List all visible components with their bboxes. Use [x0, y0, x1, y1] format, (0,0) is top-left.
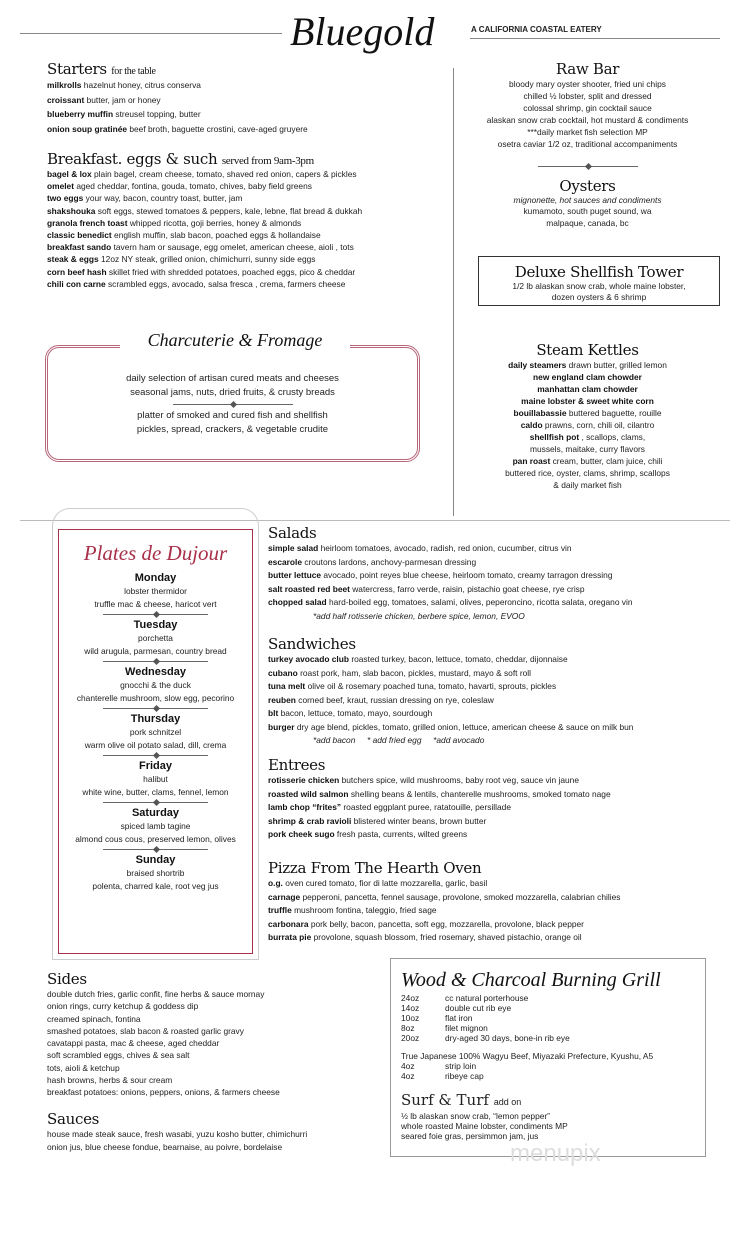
surf-item: whole roasted Maine lobster, condiments MP	[401, 1121, 568, 1131]
menu-item: colossal shrimp, gin cocktail sauce	[523, 103, 652, 113]
menu-item: bloody mary oyster shooter, fried uni chips	[509, 79, 666, 89]
item-desc: hard-boiled egg, tomatoes, salami, olives, peperoncino, ricotta salata, oregano vin	[328, 597, 633, 607]
menu-item	[268, 801, 728, 815]
tagline: A CALIFORNIA COASTAL EATERY	[471, 25, 602, 34]
grill-cut	[401, 1023, 695, 1033]
sides-section	[47, 970, 387, 1099]
menu-item	[268, 680, 728, 694]
sandwiches-note: *add bacon * add fried egg *add avocado	[313, 735, 485, 745]
menu-item: alaskan snow crab cocktail, hot mustard & condiments	[486, 115, 689, 125]
item-desc: roast pork, ham, slab bacon, pickles, mustard, mayo & soft roll	[300, 667, 531, 678]
item-name: simple salad	[268, 543, 319, 553]
steam-kettles-section	[455, 341, 720, 491]
item-name: shellfish pot	[529, 432, 580, 442]
item-name: truffle	[268, 905, 292, 915]
item-name: salt roasted red beet	[268, 583, 350, 594]
menu-item	[268, 815, 728, 829]
menu-item	[268, 918, 728, 932]
column-divider	[453, 68, 454, 516]
charcuterie-box	[45, 345, 420, 462]
breakfast-section	[47, 150, 457, 290]
menu-item	[47, 93, 447, 108]
tower-title: Deluxe Shellfish Tower	[514, 263, 684, 281]
plates-title: Plates de Dujour	[83, 541, 228, 565]
menu-item	[455, 467, 720, 479]
item-desc: pork belly, bacon, pancetta, soft egg, mozzarella, provolone, black pepper	[310, 918, 584, 929]
item-name: cubano	[268, 667, 298, 678]
menu-item	[47, 266, 457, 278]
menu-item	[455, 431, 720, 443]
menu-item	[47, 180, 457, 192]
item-desc: , scallops, clams,	[581, 432, 646, 442]
raw-bar-title: Raw Bar	[555, 60, 620, 78]
item-desc: buttered rice, oyster, clams, shrimp, scallops	[505, 468, 670, 478]
menu-item	[455, 479, 720, 491]
item-desc: cream, butter, clam juice, chili	[552, 456, 663, 466]
item-desc: roasted turkey, bacon, lettuce, tomato, cheddar, dijonnaise	[351, 654, 568, 664]
cut-name: ribeye cap	[445, 1071, 484, 1081]
menu-item: double dutch fries, garlic confit, fine herbs & sauce mornay	[47, 989, 265, 999]
menu-item	[268, 596, 728, 610]
cut-name: double cut rib eye	[445, 1003, 512, 1013]
starters-title: Starters	[47, 60, 107, 78]
item-name: omelet	[47, 181, 74, 192]
item-desc: hazelnut honey, citrus conserva	[83, 80, 201, 90]
menu-item: hash browns, herbs & sour cream	[47, 1075, 173, 1086]
item-name: o.g.	[268, 878, 283, 888]
menu-item	[268, 542, 728, 556]
item-name: caldo	[520, 420, 543, 430]
item-desc: beef broth, baguette crostini, cave-aged gruyere	[129, 123, 308, 134]
menu-item	[455, 395, 720, 407]
sides-title: Sides	[47, 970, 87, 988]
pizza-title: Pizza From The Hearth Oven	[268, 859, 482, 877]
item-desc: streusel topping, butter	[115, 109, 201, 119]
menu-item: tots, aioli & ketchup	[47, 1062, 120, 1073]
item-desc: provolone, squash blossom, fried rosemary, shaved pistachio, orange oil	[313, 932, 582, 942]
item-desc: soft eggs, stewed tomatoes & peppers, kale, lebne, flat bread & dukkah	[97, 205, 363, 216]
menu-item	[268, 667, 728, 681]
grill-cut	[401, 1061, 695, 1071]
item-name: chili con carne	[47, 278, 106, 289]
item-desc: croutons lardons, anchovy-parmesan dressing	[304, 556, 477, 567]
sauces-section	[47, 1110, 387, 1153]
day-side: almond cous cous, preserved lemon, olives	[75, 834, 236, 844]
menu-item	[268, 583, 728, 597]
sauces-title: Sauces	[47, 1110, 100, 1128]
menu-item	[268, 707, 728, 721]
header-rule-right	[470, 38, 720, 39]
item-desc: roasted eggplant puree, ratatouille, persillade	[343, 802, 512, 812]
item-name: corn beef hash	[47, 266, 107, 277]
item-name: steak & eggs	[47, 254, 99, 265]
ornament-divider	[103, 614, 208, 615]
surf-title: Surf & Turf	[401, 1091, 489, 1109]
menu-item	[268, 694, 728, 708]
item-name: pan roast	[512, 456, 551, 466]
menu-item	[268, 721, 728, 735]
menu-item	[268, 788, 728, 802]
menu-item	[455, 359, 720, 371]
menu-item: breakfast potatoes: onions, peppers, onions, & farmers cheese	[47, 1087, 280, 1098]
item-desc: tavern ham or sausage, egg omelet, american cheese, aioli , tots	[113, 242, 354, 253]
starters-subtitle: for the table	[111, 66, 156, 77]
day-side: truffle mac & cheese, haricot vert	[94, 599, 217, 609]
day-dish: halibut	[143, 774, 168, 784]
day-side: warm olive oil potato salad, dill, crema	[84, 740, 227, 750]
cut-weight: 14oz	[401, 1003, 420, 1013]
oysters-subtitle: mignonette, hot sauces and condiments	[513, 195, 662, 205]
item-name: tuna melt	[268, 681, 306, 691]
menu-item: creamed spinach, fontina	[47, 1013, 141, 1024]
day-dish: pork schnitzel	[129, 727, 182, 737]
grill-cut	[401, 993, 695, 1003]
menu-item: onion rings, curry ketchup & goddess dip	[47, 1001, 199, 1012]
menu-item	[268, 931, 728, 945]
header-rule-left	[20, 33, 282, 34]
item-desc: blistered winter beans, brown butter	[353, 815, 487, 826]
menu-item	[47, 168, 457, 180]
menu-item: onion jus, blue cheese fondue, bearnaise, au poivre, bordelaise	[47, 1141, 283, 1152]
item-name: granola french toast	[47, 217, 128, 228]
item-name: bouillabassie	[513, 408, 567, 418]
item-name: two eggs	[47, 193, 84, 204]
menu-item	[47, 229, 457, 241]
day-side: wild arugula, parmesan, country bread	[84, 646, 227, 656]
cut-name: flat iron	[445, 1013, 473, 1023]
item-desc: shelling beans & lentils, chanterelle mushrooms, smoked tomato nage	[350, 788, 611, 799]
grill-cut	[401, 1003, 695, 1013]
item-name: blueberry muffin	[47, 109, 114, 119]
menu-item: malpaque, canada, bc	[546, 218, 629, 228]
cut-weight: 4oz	[401, 1071, 415, 1081]
item-desc: pepperoni, pancetta, fennel sausage, provolone, smoked mozzarella, calabrian chilies	[302, 891, 621, 902]
item-name: bagel & lox	[47, 169, 92, 179]
sandwiches-title: Sandwiches	[268, 635, 356, 653]
item-name: onion soup gratinée	[47, 123, 128, 134]
starters-section	[47, 60, 447, 136]
logo: Bluegold	[290, 9, 435, 54]
item-desc: 12oz NY steak, grilled onion, chimichurri, sunny side eggs	[101, 254, 316, 265]
item-desc: olive oil & rosemary poached tuna, tomato, havarti, sprouts, pickles	[307, 681, 557, 691]
item-name: shrimp & crab ravioli	[268, 815, 352, 826]
menu-item	[268, 569, 728, 583]
tower-line: dozen oysters & 6 shrimp	[551, 292, 647, 302]
item-name: manhattan clam chowder	[537, 384, 638, 394]
grill-cut	[401, 1013, 695, 1023]
tower-line: 1/2 lb alaskan snow crab, whole maine lobster,	[512, 281, 686, 291]
day-dish: spiced lamb tagine	[120, 821, 191, 831]
surf-item: seared foie gras, persimmon jam, jus	[401, 1131, 539, 1141]
item-name: new england clam chowder	[533, 372, 642, 382]
shellfish-tower-box	[478, 256, 720, 306]
cut-weight: 20oz	[401, 1033, 420, 1043]
menu-item	[268, 877, 728, 891]
ornament-divider	[103, 661, 208, 662]
item-name: blt	[268, 708, 279, 718]
item-desc: scrambled eggs, avocado, salsa fresca , crema, farmers cheese	[107, 278, 346, 289]
item-desc: english muffin, slab bacon, poached eggs & hollandaise	[114, 230, 321, 241]
item-name: carnage	[268, 891, 301, 902]
sandwiches-section	[268, 635, 728, 747]
grill-box	[390, 958, 706, 1157]
salads-section	[268, 524, 728, 623]
item-desc: your way, bacon, country toast, butter, jam	[85, 193, 243, 204]
menu-item	[455, 407, 720, 419]
cut-weight: 24oz	[401, 993, 420, 1003]
salads-note: *add half rotisserie chicken, berbere spice, lemon, EVOO	[313, 610, 525, 621]
menu-item	[455, 455, 720, 467]
salads-title: Salads	[268, 524, 317, 542]
ornament-divider	[103, 849, 208, 850]
menu-item: ***daily market fish selection MP	[527, 127, 648, 137]
raw-bar-section	[455, 60, 720, 229]
item-desc: mushroom fontina, taleggio, fried sage	[294, 905, 437, 915]
day-name: Wednesday	[125, 666, 186, 678]
menu-item	[47, 241, 457, 253]
menu-item	[268, 774, 728, 788]
menu-item	[47, 253, 457, 265]
menu-item	[47, 192, 457, 204]
charcuterie-line: seasonal jams, nuts, dried fruits, & crusty breads	[130, 387, 335, 398]
oysters-title: Oysters	[559, 177, 616, 195]
item-name: roasted wild salmon	[268, 788, 349, 799]
day-side: white wine, butter, clams, fennel, lemon	[82, 787, 229, 797]
breakfast-subtitle: served from 9am-3pm	[221, 155, 314, 167]
item-desc: heirloom tomatoes, avocado, radish, red onion, cucumber, citrus vin	[320, 543, 572, 553]
grill-title: Wood & Charcoal Burning Grill	[401, 969, 661, 991]
menu-item: osetra caviar 1/2 oz, traditional accompaniments	[497, 139, 678, 149]
cut-name: dry-aged 30 days, bone-in rib eye	[445, 1033, 570, 1043]
menu-item: chilled ½ lobster, split and dressed	[523, 91, 652, 101]
entrees-section	[268, 756, 728, 842]
item-desc: oven cured tomato, fior di latte mozzarella, garlic, basil	[285, 878, 488, 888]
item-desc: drawn butter, grilled lemon	[568, 360, 667, 370]
item-name: escarole	[268, 556, 302, 567]
menu-item	[47, 78, 447, 93]
item-name: milkrolls	[47, 80, 82, 90]
charcuterie-line: pickles, spread, crackers, & vegetable crudite	[136, 424, 329, 435]
menu-item	[268, 891, 728, 905]
menu-item	[455, 383, 720, 395]
menu-item	[47, 278, 457, 290]
cut-name: filet mignon	[445, 1023, 488, 1033]
charcuterie-line: daily selection of artisan cured meats and cheeses	[126, 373, 339, 384]
charcuterie-title: Charcuterie & Fromage	[120, 330, 350, 351]
item-name: maine lobster & sweet white corn	[521, 396, 654, 406]
cut-name: cc natural porterhouse	[445, 993, 529, 1003]
cut-weight: 8oz	[401, 1023, 415, 1033]
item-desc: whipped ricotta, goji berries, honey & almonds	[129, 217, 302, 228]
item-desc: & daily market fish	[553, 480, 622, 490]
menu-item: cavatappi pasta, mac & cheese, aged cheddar	[47, 1038, 220, 1049]
menu-item	[47, 122, 447, 137]
item-name: burrata pie	[268, 932, 312, 942]
kettles-title: Steam Kettles	[536, 341, 639, 359]
ornament-divider	[103, 802, 208, 803]
surf-subtitle: add on	[493, 1097, 522, 1107]
menu-item	[268, 904, 728, 918]
item-desc: buttered baguette, rouille	[568, 408, 662, 418]
item-desc: bacon, lettuce, tomato, mayo, sourdough	[280, 708, 433, 718]
item-desc: butchers spice, wild mushrooms, baby root veg, sauce vin jaune	[341, 775, 579, 785]
day-dish: porchetta	[138, 633, 173, 643]
menu-item	[268, 828, 728, 842]
day-dish: braised shortrib	[126, 868, 185, 878]
day-name: Thursday	[130, 713, 181, 725]
day-dish: lobster thermidor	[124, 586, 187, 596]
cut-name: strip loin	[445, 1061, 477, 1071]
item-name: daily steamers	[508, 360, 567, 370]
cut-weight: 4oz	[401, 1061, 415, 1071]
menu-item	[268, 653, 728, 667]
grill-cut	[401, 1071, 695, 1081]
menu-item	[455, 443, 720, 455]
ornament-divider	[103, 755, 208, 756]
day-name: Sunday	[135, 854, 176, 866]
plates-frame	[52, 508, 259, 960]
day-name: Monday	[134, 572, 177, 584]
menu-item	[455, 419, 720, 431]
day-dish: gnocchi & the duck	[120, 680, 191, 690]
item-name: chopped salad	[268, 597, 327, 607]
item-name: butter lettuce	[268, 570, 322, 580]
item-name: breakfast sando	[47, 242, 112, 253]
day-side: polenta, charred kale, root veg jus	[92, 881, 219, 891]
menu-item	[47, 217, 457, 229]
breakfast-title: Breakfast. eggs & such	[47, 150, 218, 168]
item-name: reuben	[268, 694, 296, 705]
item-desc: butter, jam or honey	[86, 94, 161, 105]
wagyu-line: True Japanese 100% Wagyu Beef, Miyazaki Prefecture, Kyushu, A5	[401, 1051, 654, 1061]
cut-weight: 10oz	[401, 1013, 420, 1023]
menu-item: kumamoto, south puget sound, wa	[523, 206, 652, 216]
watermark: menupix	[510, 1140, 601, 1167]
menu-item	[47, 205, 457, 217]
item-desc: watercress, farro verde, raisin, pistachio goat cheese, rye crisp	[352, 583, 585, 594]
day-side: chanterelle mushroom, slow egg, pecorino	[76, 693, 235, 703]
item-name: turkey avocado club	[268, 654, 349, 664]
menu-item: house made steak sauce, fresh wasabi, yuzu kosho butter, chimichurri	[47, 1129, 308, 1139]
item-desc: corned beef, kraut, russian dressing on rye, coleslaw	[298, 694, 494, 705]
item-desc: mussels, maitake, curry flavors	[530, 444, 645, 454]
item-name: lamb chop “frites”	[268, 802, 342, 812]
day-name: Saturday	[131, 807, 180, 819]
item-desc: aged cheddar, fontina, gouda, tomato, chives, baby field greens	[76, 181, 312, 192]
item-name: croissant	[47, 94, 85, 105]
item-desc: fresh pasta, currents, wilted greens	[336, 829, 468, 839]
item-name: pork cheek sugo	[268, 829, 335, 839]
ornament-divider	[103, 708, 208, 709]
pizza-section	[268, 859, 728, 945]
item-desc: avocado, point reyes blue cheese, heirloom tomato, creamy tarragon dressing	[323, 570, 613, 580]
item-desc: skillet fried with shredded potatoes, poached eggs, pico & cheddar	[108, 266, 356, 277]
item-desc: plain bagel, cream cheese, tomato, shaved red onion, capers & pickles	[94, 169, 357, 179]
item-desc: dry age blend, pickles, tomato, grilled onion, lettuce, american cheese & sauce on milk bun	[296, 721, 634, 732]
menu-item: soft scrambled eggs, chives & sea salt	[47, 1050, 190, 1061]
surf-item: ½ lb alaskan snow crab, “lemon pepper”	[401, 1111, 550, 1121]
menu-item	[268, 556, 728, 570]
menu-item	[47, 107, 447, 122]
item-name: burger	[268, 721, 295, 732]
day-name: Friday	[138, 760, 172, 772]
item-name: carbonara	[268, 918, 309, 929]
grill-cut	[401, 1033, 695, 1043]
item-name: rotisserie chicken	[268, 775, 340, 785]
day-name: Tuesday	[133, 619, 178, 631]
entrees-title: Entrees	[268, 756, 326, 774]
item-name: classic benedict	[47, 230, 112, 241]
charcuterie-line: platter of smoked and cured fish and shellfish	[137, 410, 328, 421]
item-name: shakshouka	[47, 205, 96, 216]
item-desc: prawns, corn, chili oil, cilantro	[544, 420, 655, 430]
menu-item	[455, 371, 720, 383]
menu-item: smashed potatoes, slab bacon & roasted garlic gravy	[47, 1025, 244, 1036]
